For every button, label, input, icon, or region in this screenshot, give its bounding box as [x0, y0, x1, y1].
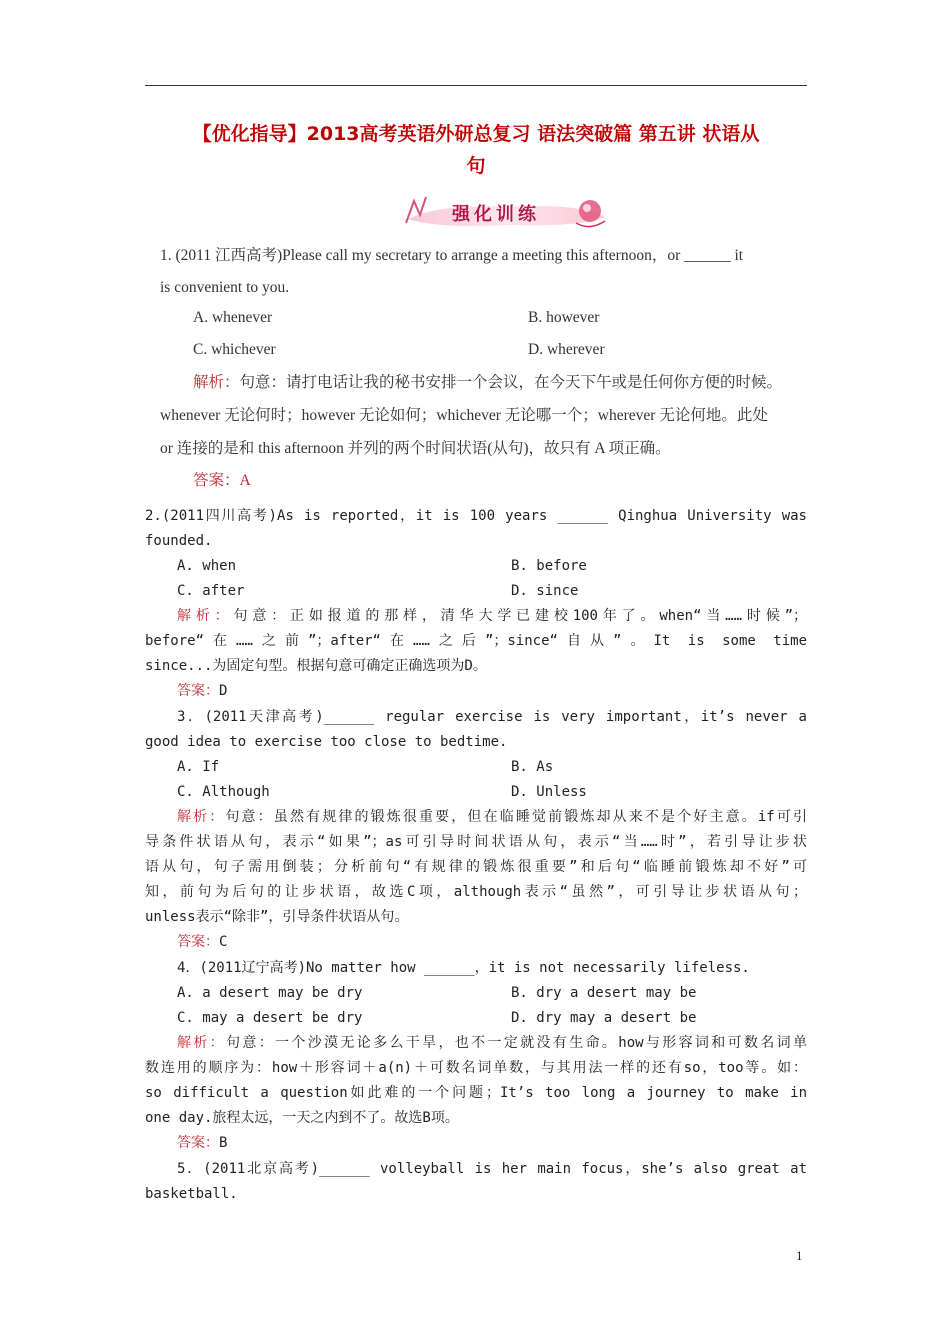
page-number: 1 — [796, 1248, 803, 1263]
q4-option-a: A. a desert may be dry — [177, 985, 363, 1001]
section-banner — [400, 193, 620, 235]
q1-option-c: C. whichever — [193, 341, 276, 358]
q2-explanation-line-3: since...为固定句型。根据句意可确定正确选项为D。 — [145, 658, 487, 674]
q1-explanation-label: 解析： — [193, 374, 240, 391]
q5-stem-line-1: 5．(2011北京高考)______ volleyball is her main focus，she’s also great at — [177, 1161, 807, 1177]
q2-explanation-line-2: before“在……之前”；after“在……之后”；since“自从”。It is some time — [145, 633, 807, 649]
q2-option-c: C. after — [177, 583, 245, 599]
q4-answer — [177, 1131, 377, 1156]
q1-stem-line-1: 1. (2011 江西高考)Please call my secretary to arrange a meeting this afternoon，or ______ it — [160, 247, 744, 264]
q3-stem-line-2: good idea to exercise too close to bedtime. — [145, 734, 508, 750]
q3-explanation-line-4: 知，前句为后句的让步状语，故选C项，although表示“虽然”，可引导让步状语从句； — [145, 884, 807, 900]
q5-stem-line-2: basketball. — [145, 1186, 238, 1202]
q4-option-b: B. dry a desert may be — [511, 985, 697, 1001]
q4-explanation-text-1: 句意：一个沙漠无论多么干旱，也不一定就没有生命。how与形容词和可数名词单 — [226, 1035, 807, 1051]
q2-option-b: B. before — [511, 558, 587, 574]
q1-stem-line-2: is convenient to you. — [160, 279, 290, 296]
title-line-1: 【优化指导】2013高考英语外研总复习 语法突破篇 第五讲 状语从 — [192, 123, 760, 145]
q3-explanation-line-2: 导条件状语从句，表示“如果”；as可引导时间状语从句，表示“当……时”，若引导让步状 — [145, 834, 807, 850]
q1-answer — [193, 471, 393, 491]
q1-explanation-line-3: or 连接的是和 this afternoon 并列的两个时间状语(从句)，故只有 A 项正确。 — [160, 440, 671, 457]
q3-option-b: B. As — [511, 759, 554, 775]
q3-option-d: D. Unless — [511, 784, 587, 800]
q3-option-a: A. If — [177, 759, 220, 775]
q3-answer — [177, 930, 377, 955]
q2-stem-line-2: founded. — [145, 533, 213, 549]
q2-explanation-text-1: 句意：正如报道的那样，清华大学已建校100年了。when“当……时候”； — [233, 608, 807, 624]
q3-explanation-line-5: unless表示“除非”，引导条件状语从句。 — [145, 909, 409, 925]
q2-answer-value: D — [219, 683, 228, 699]
title-line-2: 句 — [466, 155, 486, 177]
document-title — [145, 118, 807, 182]
q3-stem-line-1: 3．(2011天津高考)______ regular exercise is very important，it’s never a — [177, 709, 807, 725]
q1-explanation-line-1 — [193, 373, 833, 393]
q1-option-b: B. however — [528, 309, 600, 326]
q3-explanation-line-3: 语从句，句子需用倒装；分析前句“有规律的锻炼很重要”和后句“临睡前锻炼却不好”可 — [145, 859, 807, 875]
q2-answer — [177, 679, 377, 704]
q4-answer-value: B — [219, 1135, 228, 1151]
banner-label: 强化训练 — [452, 204, 540, 225]
q4-explanation-line-2: 数连用的顺序为：how＋形容词＋a(n)＋可数名词单数，与其用法一样的还有so，too等。如： — [145, 1060, 807, 1076]
q1-explanation-line-2: whenever 无论何时；however 无论如何；whichever 无论哪一个；wherever 无论何地。此处 — [160, 407, 768, 424]
q2-explanation-line-1 — [177, 604, 807, 629]
q4-explanation-line-3: so difficult a question如此难的一个问题；It’s too long a journey to make in — [145, 1085, 807, 1101]
q1-option-a: A. whenever — [193, 309, 273, 326]
q3-explanation-label: 解析： — [177, 809, 226, 825]
q1-explanation-text-1: 句意：请打电话让我的秘书安排一个会议，在今天下午或是任何你方便的时候。 — [239, 374, 783, 391]
q3-answer-value: C — [219, 934, 228, 950]
q2-option-a: A. when — [177, 558, 237, 574]
q4-option-c: C. may a desert be dry — [177, 1010, 363, 1026]
q1-option-d: D. wherever — [528, 341, 605, 358]
q4-explanation-line-4: one day.旅程太远，一天之内到不了。故选B项。 — [145, 1110, 459, 1126]
q2-answer-label: 答案： — [177, 683, 219, 699]
q4-explanation-label: 解析： — [177, 1035, 227, 1051]
q1-answer-value: A — [239, 472, 251, 489]
q3-answer-label: 答案： — [177, 934, 219, 950]
q1-answer-label: 答案： — [193, 472, 240, 489]
q3-explanation-text-1: 句意：虽然有规律的锻炼很重要，但在临睡觉前锻炼却从来不是个好主意。if可引 — [225, 809, 807, 825]
q3-explanation-line-1 — [177, 805, 807, 830]
q2-stem-line-1: 2.(2011四川高考)As is reported，it is 100 years ______ Qinghua University was — [145, 508, 807, 524]
q4-explanation-line-1 — [177, 1031, 807, 1056]
q4-stem-line-1: 4．(2011辽宁高考)No matter how ______，it is not necessarily lifeless. — [177, 960, 750, 976]
q3-option-c: C. Although — [177, 784, 270, 800]
header-rule — [145, 85, 807, 86]
q4-answer-label: 答案： — [177, 1135, 219, 1151]
q4-option-d: D. dry may a desert be — [511, 1010, 697, 1026]
q2-option-d: D. since — [511, 583, 579, 599]
q2-explanation-label: 解析： — [177, 608, 234, 624]
